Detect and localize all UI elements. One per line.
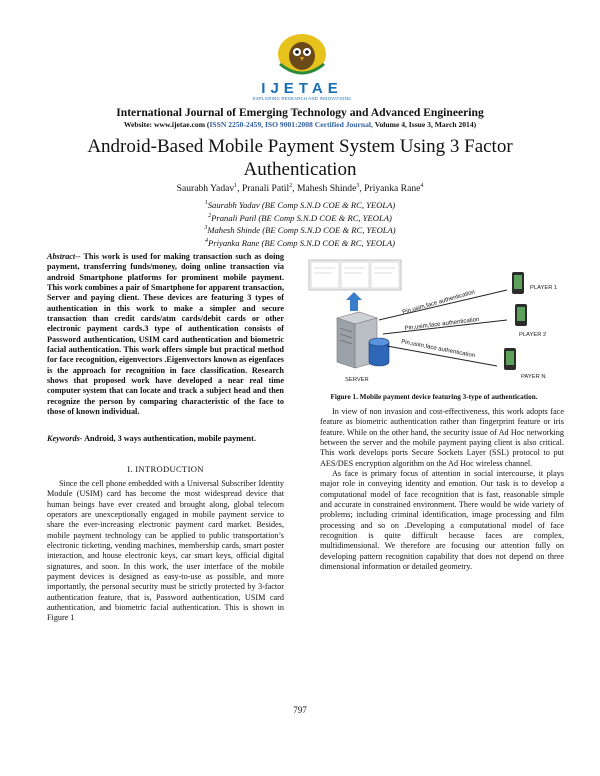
affiliation-text: Saurabh Yadav (BE Comp S.N.D COE & RC, YEOLA) [207, 199, 396, 210]
website-suffix: Volume 4, Issue 3, March 2014) [372, 120, 477, 129]
abstract-label: Abstract-- [47, 252, 81, 261]
logo-brand: IJETAE [261, 80, 343, 97]
author-sup: 4 [420, 183, 424, 189]
player-label: PAYER N [521, 374, 546, 380]
screenshot-pane [311, 262, 339, 288]
section-heading: I. INTRODUCTION [127, 464, 204, 474]
body-paragraph: As face is primary focus of attention in social intercourse, it plays major role in conveying identity and emotion. Our task is to develop a computational model of face recognition that is fast, reasonable simple and accurate in constrained environment. There would be wide variety of problems; including criminal identification, image processing and film processing and so on .Developing a computational model of face recognition is quite difficult because faces are complex, multidimensional. We therefore are focusing our attention fully on developing pattern recognition capability that does not depend on three dimensional information or detailed geometry. [320, 469, 564, 572]
upload-arrow-icon [346, 292, 362, 311]
keywords-text: Android, 3 ways authentication, mobile payment. [82, 434, 256, 443]
keywords [47, 434, 284, 444]
right-column-text [320, 407, 564, 573]
link-label: Pin,usim,face authentication [401, 289, 476, 316]
logo-owl-icon [278, 34, 326, 74]
affiliation-text: Pranali Patil (BE Comp S.N.D COE & RC, YEOLA) [211, 212, 392, 223]
abstract [47, 252, 284, 418]
author-sep: , [237, 183, 242, 195]
screenshot-pane [341, 262, 369, 288]
introduction-text [47, 479, 284, 624]
paper-title: Android-Based Mobile Payment System Using 3 Factor Authentication [87, 136, 513, 180]
server-label: SERVER [345, 377, 369, 383]
phone-icon [515, 304, 527, 326]
affiliation-sup: 1 [204, 200, 208, 206]
affiliation-list [40, 198, 560, 249]
keywords-label: Keywords- [47, 434, 83, 443]
affiliation-line [40, 211, 560, 224]
phone-icon [512, 272, 524, 294]
figure-caption: Figure 1. Mobile payment device featuring 3-type of authentication. [330, 393, 538, 401]
author-list [40, 183, 560, 194]
link-label: Pin,usim,face authentication [404, 316, 480, 332]
affiliation-sup: 4 [205, 237, 209, 244]
author-sup: 1 [234, 183, 238, 189]
affiliation-line [40, 223, 560, 236]
affiliation-line [40, 236, 560, 249]
affiliation-sup: 2 [208, 212, 212, 219]
author-sup: 2 [289, 183, 293, 189]
author-sup: 3 [356, 183, 360, 189]
page-number: 797 [293, 705, 307, 715]
issn-link[interactable]: ISSN 2250-2459, ISO 9001:2008 Certified Journal, [209, 120, 373, 129]
affiliation-line [40, 198, 560, 211]
screenshot-pane [371, 262, 399, 288]
author-sep: , [359, 183, 365, 195]
abstract-text: This work is used for making transaction such as doing payment, transferring funds/money, doing online transaction via android Smartphone platforms for prominent mobile payment. This work combines a pair of Smartphone for apparent transaction, Server and paying client. These devices are featuring 3 types of authentication in this work to make a simpler and secure transaction than credit cards/atm cards/debit cards or other electronic payment cards.3 type of authentication consists of Password authentication, USIM card authentication and biometric facial authentication. This work offers simple but practical method for face recognition, eigenvectors .Eigenvectors known as eigenfaces is the approach for recognition in face classification. Research shows that proposed work have developed a near real time computer system that can locate and track a subject head and then recognize the person by comparing characteristic of the face to those of known individual. [47, 252, 284, 417]
journal-name: International Journal of Emerging Technology and Advanced Engineering [116, 106, 484, 119]
phone-icon [504, 348, 516, 370]
affiliation-sup: 3 [204, 225, 208, 232]
website-prefix: Website: www.ijetae.com ( [123, 120, 210, 129]
affiliation-text: Mahesh Shinde (BE Comp S.N.D COE & RC, YEOLA) [207, 225, 396, 236]
body-paragraph: In view of non invasion and cost-effectiveness, this work adopts face feature as biometric authentication rather than fingerprint feature or iris feature. While on the other hand, the security issue of Ad Hoc networking between the server and the mobile payment paying client is also critical. This work develops ports Secure Sockets Layer (SSL) protocol to put AES/DES encryption algorithm on the Ad Hoc wireless channel. [320, 407, 564, 468]
affiliation-text: Priyanka Rane (BE Comp S.N.D COE & RC, YEOLA) [208, 237, 395, 248]
author-name: Mahesh Shinde [296, 183, 357, 195]
intro-paragraph: Since the cell phone embedded with a Universal Subscriber Identity Module (USIM) card has become the most widespread device that human beings have ever created and brought along, global telecom operators are unexceptionally engaged in mobile payment service to share the ever-increasing electronic payment card market. Besides, mobile payment technology can be applied to public transportation’s electronic ticketing, vending machines, membership cards, smart poster interaction, and house electronic keys, car smart keys, official digital signatures, and soon. In this work, the user interface of the mobile payment devices is designed as easy-to-use as possible, and more importantly, the personal security must be strictly protected by 3-factor authentication feature, that is, Password authentication, USIM card authentication, and biometric facial authentication. This is shown in Figure 1 [47, 479, 284, 623]
player-label: PLAYER 1 [530, 285, 558, 291]
author-name: Priyanka Rane [364, 183, 421, 195]
author-name: Pranali Patil [241, 183, 290, 195]
author-name: Saurabh Yadav [176, 183, 235, 195]
database-icon [369, 338, 389, 366]
player-label: PLAYER 2 [519, 332, 547, 338]
journal-website [30, 120, 570, 129]
logo-tagline: EXPLORING RESEARCH AND INNOVATIONS [252, 96, 352, 101]
link-label: Pin,usim,face authentication [400, 339, 476, 360]
author-sep: , [292, 183, 297, 195]
figure-1 [307, 256, 561, 388]
